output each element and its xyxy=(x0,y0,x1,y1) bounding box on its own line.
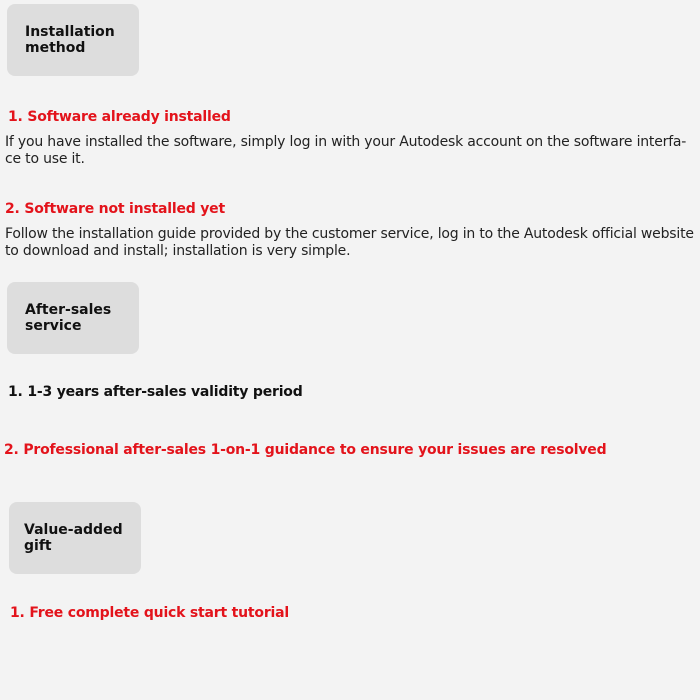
installation-method-header xyxy=(7,4,139,76)
after-sales-service-label: After-sales service xyxy=(25,302,112,334)
free-tutorial-item: 1. Free complete quick start tutorial xyxy=(10,605,289,621)
after-sales-service-header xyxy=(7,282,139,354)
after-sales-guidance-item: 2. Professional after-sales 1-on-1 guidance to ensure your issues are resolved xyxy=(4,442,607,458)
value-added-gift-header xyxy=(9,502,141,574)
software-installed-title: 1. Software already installed xyxy=(8,109,231,125)
software-installed-text: If you have installed the software, simply log in with your Autodesk account on the software interfa-ce to use it. xyxy=(5,134,687,167)
software-not-installed-title: 2. Software not installed yet xyxy=(5,201,225,217)
installation-method-label: Installation method xyxy=(25,24,115,56)
value-added-gift-label: Value-added gift xyxy=(24,522,123,554)
after-sales-validity-item: 1. 1-3 years after-sales validity period xyxy=(8,384,303,400)
software-not-installed-text: Follow the installation guide provided by the customer service, log in to the Autodesk official website to download and install; installation is very simple. xyxy=(5,226,694,259)
